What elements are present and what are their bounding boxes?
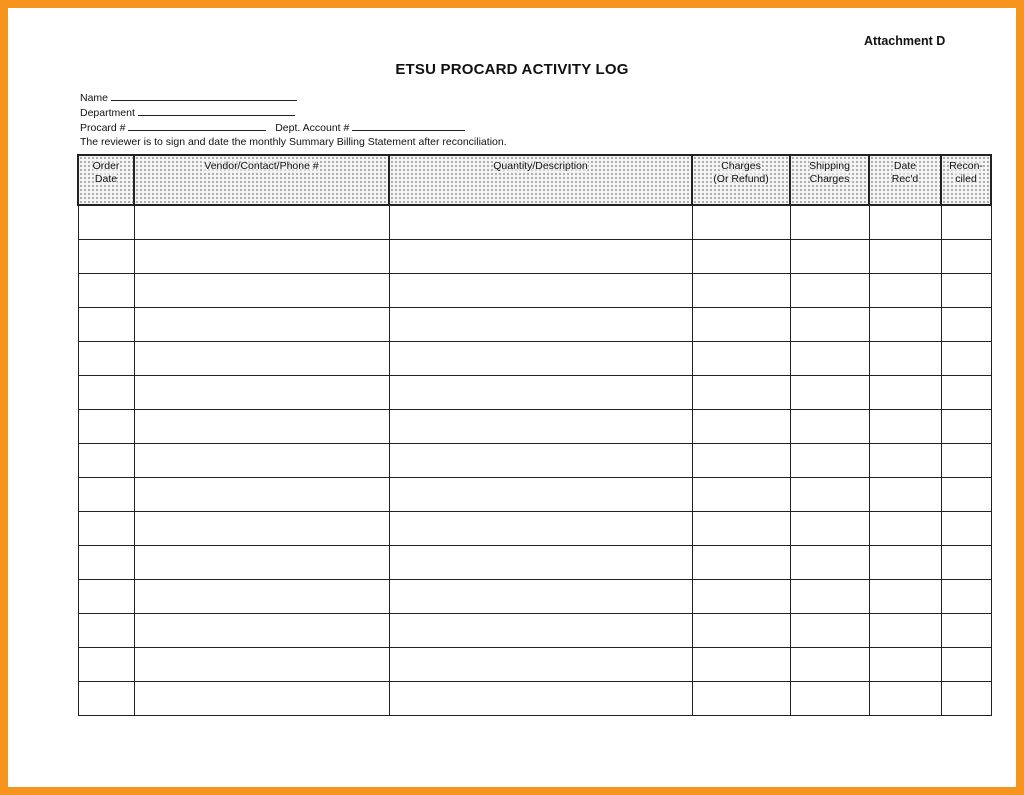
cell-vendor-contact-phone[interactable]	[134, 308, 389, 342]
header-line1: Quantity/Description	[493, 160, 588, 172]
cell-shipping-charges[interactable]	[790, 580, 869, 614]
cell-order-date[interactable]	[78, 614, 134, 648]
cell-reconciled[interactable]	[941, 444, 991, 478]
table-body	[78, 205, 991, 716]
cell-reconciled[interactable]	[941, 205, 991, 240]
cell-date-received[interactable]	[869, 274, 941, 308]
cell-date-received[interactable]	[869, 648, 941, 682]
cell-vendor-contact-phone[interactable]	[134, 376, 389, 410]
table-row	[78, 342, 991, 376]
cell-date-received[interactable]	[869, 342, 941, 376]
cell-charges[interactable]	[692, 274, 790, 308]
activity-log-table	[77, 154, 992, 716]
header-line2: Charges	[809, 173, 850, 185]
cell-quantity-description[interactable]	[389, 512, 692, 546]
cell-quantity-description[interactable]	[389, 648, 692, 682]
department-label: Department	[80, 107, 135, 119]
table-row	[78, 410, 991, 444]
cell-quantity-description[interactable]	[389, 546, 692, 580]
cell-date-received[interactable]	[869, 376, 941, 410]
cell-shipping-charges[interactable]	[790, 614, 869, 648]
header-quantity-description	[389, 155, 692, 205]
cell-vendor-contact-phone[interactable]	[134, 682, 389, 716]
cell-reconciled[interactable]	[941, 614, 991, 648]
cell-shipping-charges[interactable]	[790, 205, 869, 240]
cell-date-received[interactable]	[869, 478, 941, 512]
cell-reconciled[interactable]	[941, 342, 991, 376]
cell-quantity-description[interactable]	[389, 444, 692, 478]
cell-quantity-description[interactable]	[389, 410, 692, 444]
cell-reconciled[interactable]	[941, 274, 991, 308]
cell-date-received[interactable]	[869, 240, 941, 274]
cell-shipping-charges[interactable]	[790, 308, 869, 342]
cell-charges[interactable]	[692, 614, 790, 648]
cell-quantity-description[interactable]	[389, 376, 692, 410]
cell-date-received[interactable]	[869, 682, 941, 716]
cell-reconciled[interactable]	[941, 546, 991, 580]
cell-order-date[interactable]	[78, 682, 134, 716]
cell-charges[interactable]	[692, 648, 790, 682]
cell-quantity-description[interactable]	[389, 580, 692, 614]
procard-blank[interactable]	[128, 120, 266, 131]
cell-charges[interactable]	[692, 240, 790, 274]
cell-order-date[interactable]	[78, 478, 134, 512]
table-row	[78, 240, 991, 274]
cell-vendor-contact-phone[interactable]	[134, 512, 389, 546]
cell-shipping-charges[interactable]	[790, 546, 869, 580]
cell-vendor-contact-phone[interactable]	[134, 580, 389, 614]
cell-quantity-description[interactable]	[389, 274, 692, 308]
table-row	[78, 580, 991, 614]
cell-reconciled[interactable]	[941, 410, 991, 444]
cell-quantity-description[interactable]	[389, 240, 692, 274]
attachment-label: Attachment D	[864, 34, 946, 48]
cell-date-received[interactable]	[869, 512, 941, 546]
cell-order-date[interactable]	[78, 512, 134, 546]
cell-date-received[interactable]	[869, 205, 941, 240]
table-row	[78, 274, 991, 308]
cell-charges[interactable]	[692, 376, 790, 410]
cell-order-date[interactable]	[78, 546, 134, 580]
cell-reconciled[interactable]	[941, 648, 991, 682]
header-charges	[692, 155, 790, 205]
header-line1: Order	[92, 160, 120, 172]
cell-vendor-contact-phone[interactable]	[134, 342, 389, 376]
cell-quantity-description[interactable]	[389, 205, 692, 240]
header-reconciled	[941, 155, 991, 205]
cell-charges[interactable]	[692, 512, 790, 546]
table-row	[78, 478, 991, 512]
cell-vendor-contact-phone[interactable]	[134, 546, 389, 580]
cell-date-received[interactable]	[869, 444, 941, 478]
cell-shipping-charges[interactable]	[790, 682, 869, 716]
cell-charges[interactable]	[692, 682, 790, 716]
table-row	[78, 444, 991, 478]
cell-shipping-charges[interactable]	[790, 274, 869, 308]
account-label: Dept. Account #	[275, 122, 350, 134]
cell-date-received[interactable]	[869, 308, 941, 342]
table-row	[78, 546, 991, 580]
procard-field	[80, 120, 465, 134]
cell-reconciled[interactable]	[941, 376, 991, 410]
cell-reconciled[interactable]	[941, 580, 991, 614]
cell-order-date[interactable]	[78, 308, 134, 342]
cell-shipping-charges[interactable]	[790, 512, 869, 546]
cell-order-date[interactable]	[78, 648, 134, 682]
table-row	[78, 512, 991, 546]
cell-quantity-description[interactable]	[389, 614, 692, 648]
cell-reconciled[interactable]	[941, 512, 991, 546]
procard-label: Procard #	[80, 122, 126, 134]
header-order-date	[78, 155, 134, 205]
cell-charges[interactable]	[692, 342, 790, 376]
table-row	[78, 308, 991, 342]
cell-quantity-description[interactable]	[389, 308, 692, 342]
cell-quantity-description[interactable]	[389, 478, 692, 512]
table-row	[78, 614, 991, 648]
cell-order-date[interactable]	[78, 205, 134, 240]
name-field	[80, 90, 297, 104]
cell-reconciled[interactable]	[941, 308, 991, 342]
header-date-received	[869, 155, 941, 205]
header-line2: (Or Refund)	[713, 173, 769, 185]
header-line1: Recon-	[949, 160, 983, 172]
table-row	[78, 648, 991, 682]
cell-order-date[interactable]	[78, 580, 134, 614]
cell-date-received[interactable]	[869, 546, 941, 580]
cell-order-date[interactable]	[78, 410, 134, 444]
header-vendor-contact-phone	[134, 155, 389, 205]
header-line1: Shipping	[809, 160, 850, 172]
cell-reconciled[interactable]	[941, 478, 991, 512]
cell-vendor-contact-phone[interactable]	[134, 410, 389, 444]
cell-order-date[interactable]	[78, 240, 134, 274]
cell-shipping-charges[interactable]	[790, 444, 869, 478]
header-line1: Vendor/Contact/Phone #	[204, 160, 319, 172]
account-blank[interactable]	[352, 120, 465, 131]
table-row	[78, 205, 991, 240]
cell-date-received[interactable]	[869, 614, 941, 648]
cell-reconciled[interactable]	[941, 240, 991, 274]
cell-charges[interactable]	[692, 205, 790, 240]
header-shipping-charges	[790, 155, 869, 205]
header-line2: ciled	[955, 173, 977, 185]
cell-order-date[interactable]	[78, 274, 134, 308]
cell-vendor-contact-phone[interactable]	[134, 648, 389, 682]
cell-charges[interactable]	[692, 580, 790, 614]
header-line2: Date	[94, 173, 118, 185]
cell-charges[interactable]	[692, 546, 790, 580]
name-blank[interactable]	[111, 90, 297, 101]
cell-charges[interactable]	[692, 478, 790, 512]
cell-shipping-charges[interactable]	[790, 478, 869, 512]
cell-order-date[interactable]	[78, 342, 134, 376]
cell-shipping-charges[interactable]	[790, 376, 869, 410]
cell-shipping-charges[interactable]	[790, 410, 869, 444]
cell-date-received[interactable]	[869, 410, 941, 444]
cell-reconciled[interactable]	[941, 682, 991, 716]
cell-charges[interactable]	[692, 444, 790, 478]
header-line1: Date	[893, 160, 917, 172]
cell-vendor-contact-phone[interactable]	[134, 274, 389, 308]
cell-vendor-contact-phone[interactable]	[134, 205, 389, 240]
cell-quantity-description[interactable]	[389, 682, 692, 716]
cell-vendor-contact-phone[interactable]	[134, 240, 389, 274]
cell-vendor-contact-phone[interactable]	[134, 614, 389, 648]
cell-order-date[interactable]	[78, 444, 134, 478]
cell-charges[interactable]	[692, 410, 790, 444]
table-header-row	[78, 155, 991, 205]
cell-vendor-contact-phone[interactable]	[134, 444, 389, 478]
name-label: Name	[80, 92, 109, 104]
instruction-text: The reviewer is to sign and date the monthly Summary Billing Statement after reconciliation.	[80, 136, 507, 148]
department-blank[interactable]	[138, 105, 295, 116]
header-line2: Rec'd	[891, 173, 919, 185]
table-row	[78, 376, 991, 410]
cell-order-date[interactable]	[78, 376, 134, 410]
cell-shipping-charges[interactable]	[790, 240, 869, 274]
department-field	[80, 105, 295, 119]
header-line1: Charges	[721, 160, 761, 172]
page-title: ETSU PROCARD ACTIVITY LOG	[395, 61, 629, 78]
cell-shipping-charges[interactable]	[790, 342, 869, 376]
cell-charges[interactable]	[692, 308, 790, 342]
cell-quantity-description[interactable]	[389, 342, 692, 376]
cell-date-received[interactable]	[869, 580, 941, 614]
table-row	[78, 682, 991, 716]
cell-shipping-charges[interactable]	[790, 648, 869, 682]
cell-vendor-contact-phone[interactable]	[134, 478, 389, 512]
